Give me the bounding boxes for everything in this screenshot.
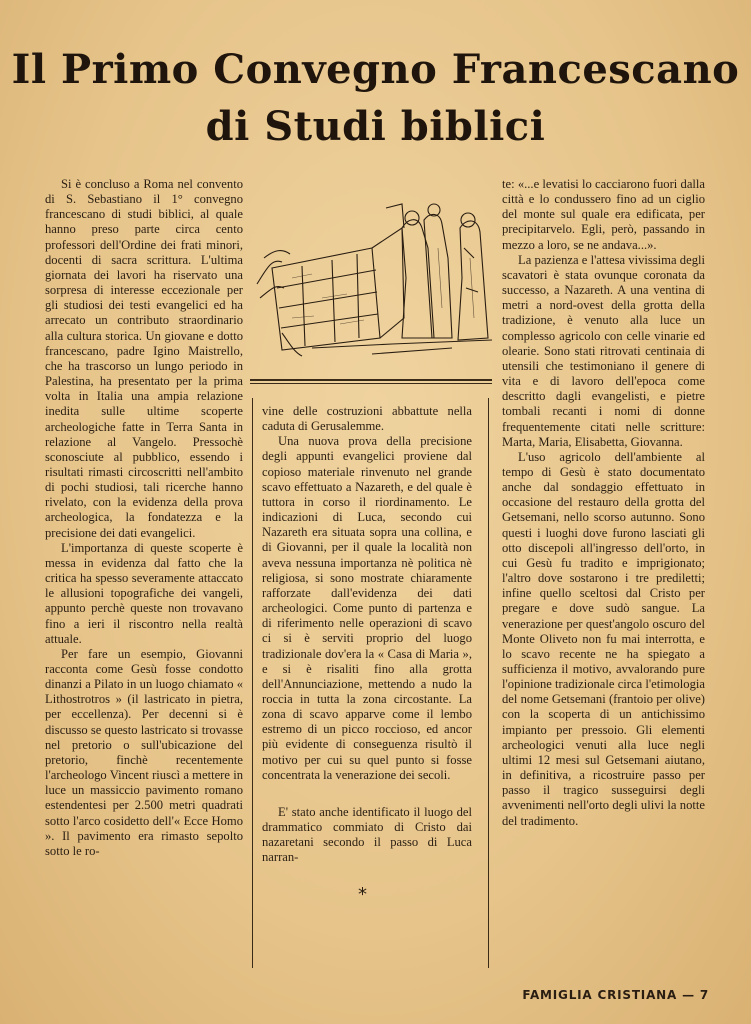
page-footer: FAMIGLIA CRISTIANA — 7 bbox=[522, 988, 709, 1002]
paragraph: L'importanza di queste scoperte è messa in evidenza dal fatto che la critica ha spesso severamente attaccato le allusioni topografiche dei vangeli, appunto perchè queste non trovavano fino a ieri il riscontro nella realtà attuale. bbox=[45, 540, 243, 646]
paragraph: E' stato anche identificato il luogo del drammatico commiato di Cristo dai nazaretani secondo il passo di Luca narran- bbox=[262, 804, 472, 865]
headline-line-2: di Studi biblici bbox=[205, 103, 546, 150]
paragraph: L'uso agricolo dell'ambiente al tempo di Gesù è stato documentato anche dal sondaggio effettuato in occasione del restauro della grotta del Getsemani, nello scorso autunno. Sono questi i luoghi dove furono lasciati gli otto discepoli all'ingresso dell'orto, in cui Gesù fu tradito e imprigionato; l'altro dove sostarono i tre prediletti; infine quello sceltosi dal Cristo per pregare e dove sudò sangue. La venerazione per quest'angolo oscuro del Monte Oliveto non fu mai interrotta, e lo scavo recente ne ha spiegato a sufficienza il motivo, avvalorando pure l'opinione tradizionale circa l'etimologia del nome Getsemani (frantoio per olive) con la scoperta di un antichissimo impianto per pressoio. Gli elementi archeologici venuti alla luce negli ultimi 12 mesi sul Getsemani aiutano, in definitiva, a ricostruire passo per passo il tragico susseguirsi degli avvenimenti nell'orto degli ulivi la notte del tradimento. bbox=[502, 449, 705, 828]
article-column-1 bbox=[45, 177, 243, 859]
divider-double-bottom bbox=[250, 383, 492, 384]
friars-at-ruins-illustration bbox=[252, 188, 492, 364]
paragraph: Per fare un esempio, Giovanni racconta come Gesù fosse condotto dinanzi a Pilato in un luogo chiamato « Lithostrotros » (il lastricato in pietra, per eccellenza). Per decenni si è discusso se questo lastricato si trovasse nel pretorio o sull'ubicazione del pretorio, finchè recentemente l'archeologo Vincent riuscì a mettere in luce un massiccio pavimento romano estendentesi per 2.500 metri quadrati sotto l'arco cosidetto dell'« Ecce Homo ». Il pavimento era rimasto sepolto sotto le ro- bbox=[45, 646, 243, 858]
paragraph: Una nuova prova della precisione degli appunti evangelici proviene dal copioso materiale rinvenuto nel grande scavo effettuato a Nazareth, e del quale è tuttora in corso il riordinamento. Le indicazioni di Luca, secondo cui Nazareth era situata sopra una collina, e di Giovanni, per il quale la località non aveva nessuna importanza nè politica nè religiosa, si sono mostrate chiaramente rafforzate dall'evidenza dei dati archeologici. Come punto di partenza e di riferimento nelle operazioni di scavo ci si è serviti proprio del luogo tradizionale dov'era la « Casa di Maria », e si è risaliti fino alla grotta dell'Annunciazione, mettendo a nudo la roccia in tutta la zona circostante. La zona di scavo apparve come il lembo estremo di un picco roccioso, ed ancor più evidente di conseguenza risultò il motivo per cui su quel punto si fosse concentrata la venerazione dei secoli. bbox=[262, 434, 472, 782]
paragraph: te: «...e levatisi lo cacciarono fuori dalla città e lo condussero fino ad un ciglio del monte sul quale era edificata, per precipitarvelo. Egli, però, passando in mezzo a loro, se ne andava...». bbox=[502, 177, 705, 252]
article-column-3 bbox=[502, 177, 705, 829]
paragraph: vine delle costruzioni abbattute nella caduta di Gerusalemme. bbox=[262, 404, 472, 434]
paragraph: La pazienza e l'attesa vivissima degli scavatori è stata ovunque coronata da successo, a Nazareth. A una ventina di metri a nord-ovest della grotta della tradizione, è venuto alla luce un complesso agricolo con celle vinarie ed olearie. Sono stati ritrovati centinaia di utensili che testimoniano il genere di vita e di lavoro dell'epoca come descritto dagli evangelisti, e pietre tombali recanti i nomi di donne frequentemente citati nelle scritture: Marta, Maria, Elisabetta, Giovanna. bbox=[502, 252, 705, 449]
divider-double-top bbox=[250, 379, 492, 381]
paragraph: Si è concluso a Roma nel convento di S. Sebastiano il 1° convegno francescano di studi biblici, al quale hanno preso parte circa cento professori dell'Ordine dei frati minori, docenti di sacra scrittura. L'ultima giornata dei lavori ha riservato una sorpresa di interesse eccezionale per gli studiosi dei testi evangelici ed ha arrecato un contributo straordinario alla cultura storica. Un giovane e dotto francescano, padre Igino Maistrello, che ha trascorso un lungo periodo in Palestina, ha presentato per la prima volta in Italia una ampia relazione inedita sulle ultime scoperte archeologiche fatte in Terra Santa in relazione al Vangelo. Pressochè sconosciute al pubblico, essendo i risultati rimasti circoscritti nell'ambito di pochi studiosi, tali ricerche hanno rivelato, con la evidenza della prova archeologica, la fondatezza e la precisione dei dati evangelici. bbox=[45, 177, 243, 540]
section-separator-star: * bbox=[358, 884, 367, 905]
article-column-2 bbox=[262, 404, 472, 866]
column-divider-left bbox=[252, 398, 253, 968]
headline-line-1: Il Primo Convegno Francescano bbox=[11, 46, 740, 93]
column-divider-right bbox=[488, 398, 489, 968]
